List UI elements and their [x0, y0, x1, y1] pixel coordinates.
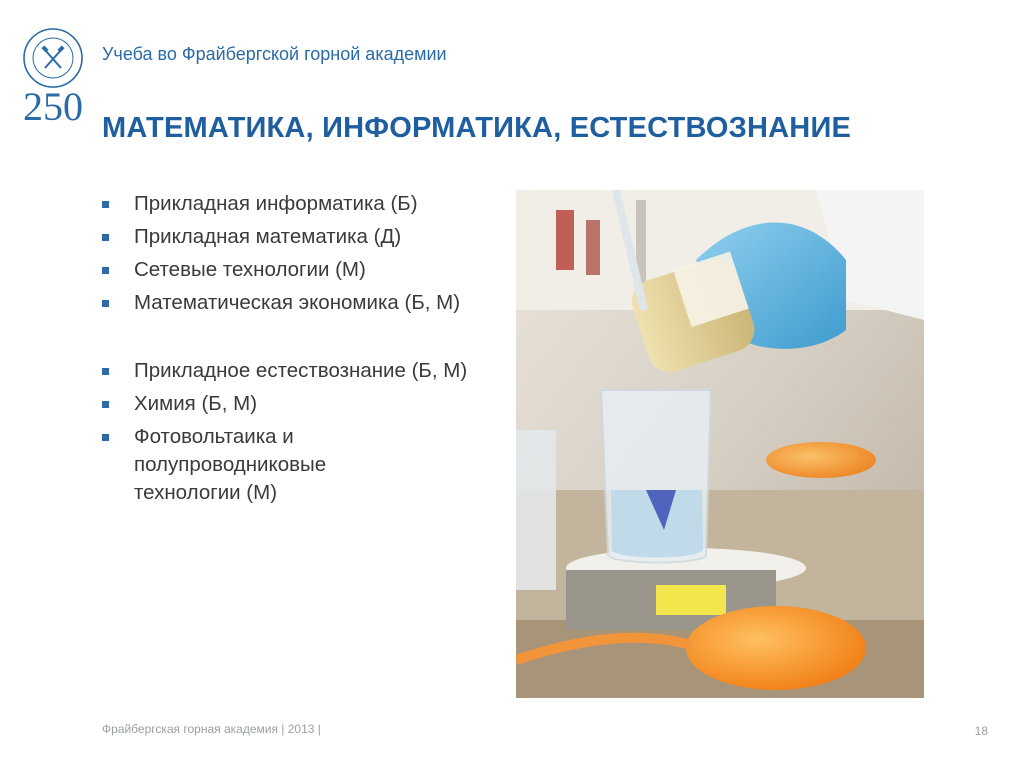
- list-item-text: Прикладная математика (Д): [134, 225, 402, 248]
- bullet-square-icon: [102, 234, 109, 241]
- list-item: [98, 390, 498, 418]
- seal-icon: [8, 26, 98, 122]
- list-item: [98, 190, 498, 218]
- list-item-text: Прикладная информатика (Б): [134, 192, 418, 215]
- list-item-text: Математическая экономика (Б, М): [134, 291, 461, 314]
- list-item: [98, 423, 394, 507]
- header-subtitle: Учеба во Фрайбергской горной академии: [102, 44, 447, 64]
- list-item-text: Фотовольтаика и полупроводниковые технологии (М): [134, 425, 327, 504]
- logo-number: 250: [23, 84, 83, 122]
- list-item-text: Химия (Б, М): [134, 392, 258, 415]
- list-item: [98, 289, 474, 317]
- university-logo: [8, 26, 98, 122]
- bullet-square-icon: [102, 300, 109, 307]
- bullet-list: [98, 190, 498, 512]
- bullet-square-icon: [102, 368, 109, 375]
- lab-photo: [516, 190, 924, 698]
- bullet-square-icon: [102, 434, 109, 441]
- bullet-square-icon: [102, 201, 109, 208]
- lab-beaker-photo-icon: [516, 190, 924, 698]
- list-item-text: Сетевые технологии (М): [134, 258, 366, 281]
- bullet-square-icon: [102, 267, 109, 274]
- page-title: МАТЕМАТИКА, ИНФОРМАТИКА, ЕСТЕСТВОЗНАНИЕ: [102, 112, 852, 144]
- list-item: [98, 223, 498, 251]
- page-number: 18: [974, 724, 988, 738]
- footer-text: Фрайбергская горная академия | 2013 |: [102, 722, 321, 736]
- bullet-square-icon: [102, 401, 109, 408]
- list-item: [98, 357, 474, 385]
- list-item: [98, 256, 498, 284]
- list-item-text: Прикладное естествознание (Б, М): [134, 359, 468, 382]
